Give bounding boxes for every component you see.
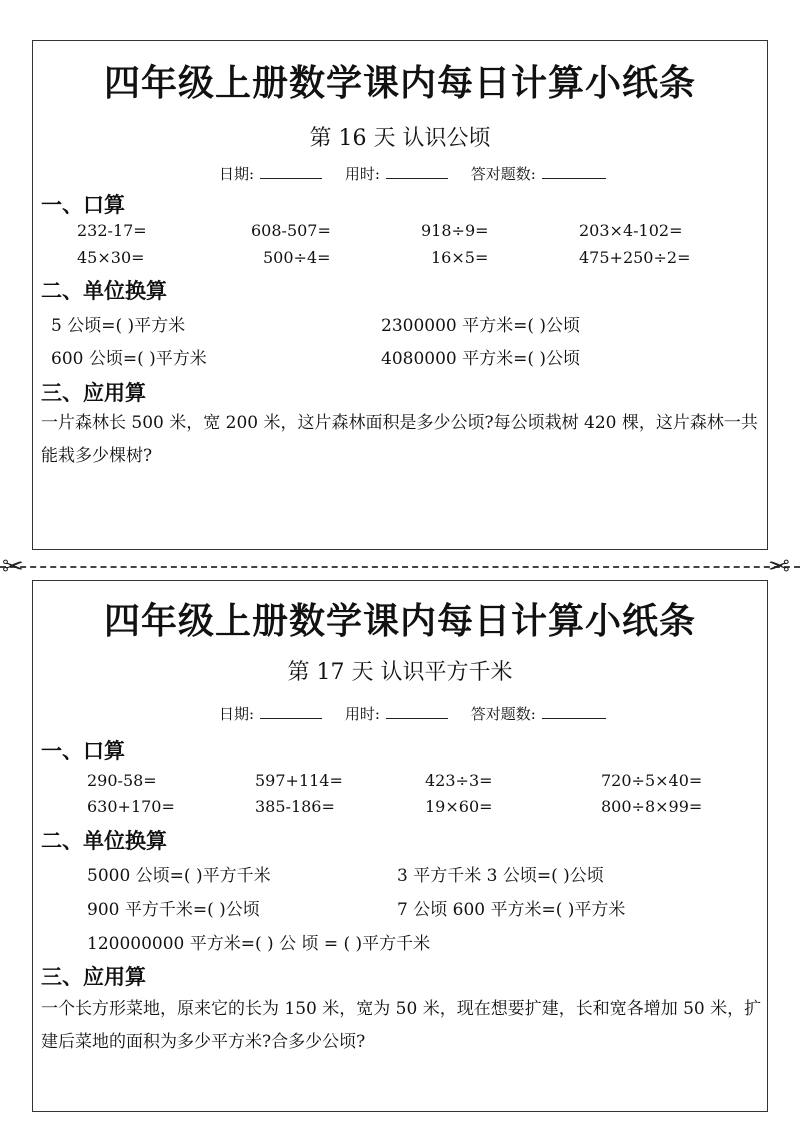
date-blank [260,164,322,179]
calc-item: 45×30= [77,248,145,267]
section-unit: 二、单位换算 [41,829,167,853]
conversion-item: 900 平方千米=( )公顷 [87,900,260,920]
word-problem: 一片森林长 500 米，宽 200 米，这片森林面积是多少公顷?每公顷栽树 420 棵，这片森林一共能栽多少棵树? [41,413,758,466]
calc-item: 475+250÷2= [579,248,691,267]
correct-blank [542,704,606,719]
calc-item: 608-507= [251,221,331,240]
section-oral: 一、口算 [41,193,125,217]
date-label: 日期: [219,705,255,723]
date-blank [260,704,322,719]
main-title: 四年级上册数学课内每日计算小纸条 [103,63,696,104]
day-title: 第 16 天 认识公顷 [309,126,491,151]
calc-item: 500÷4= [263,248,331,267]
correct-blank [542,164,606,179]
calc-item: 19×60= [425,797,493,816]
worksheet-day-16 [32,40,768,550]
calc-item: 232-17= [77,221,147,240]
conversion-item: 600 公顷=( )平方米 [51,349,207,369]
conversion-item: 5000 公顷=( )平方千米 [87,866,271,886]
correct-label: 答对题数: [470,165,536,183]
calc-item: 203×4-102= [579,221,683,240]
date-label: 日期: [219,165,255,183]
worksheet-day-17 [32,580,768,1112]
scissors-icon: ✂ [2,552,24,582]
time-label: 用时: [344,165,380,183]
calc-item: 800÷8×99= [601,797,703,816]
time-blank [386,164,448,179]
info-line [219,703,624,724]
section-applied: 三、应用算 [41,965,146,989]
conversion-item: 5 公顷=( )平方米 [51,316,186,336]
calc-item: 630+170= [87,797,175,816]
conversion-item: 7 公顷 600 平方米=( )平方米 [397,900,626,920]
section-applied: 三、应用算 [41,381,146,405]
time-blank [386,704,448,719]
calc-item: 385-186= [255,797,335,816]
conversion-item: 3 平方千米 3 公顷=( )公顷 [397,866,604,886]
section-oral: 一、口算 [41,739,125,763]
conversion-item: 2300000 平方米=( )公顷 [381,316,581,336]
calc-item: 597+114= [255,771,343,790]
cut-line [0,566,800,570]
calc-item: 423÷3= [425,771,493,790]
calc-item: 918÷9= [421,221,489,240]
conversion-item: 120000000 平方米=( ) 公 顷 = ( )平方千米 [87,934,431,954]
calc-item: 290-58= [87,771,157,790]
correct-label: 答对题数: [470,705,536,723]
info-line [219,163,624,184]
calc-item: 16×5= [431,248,489,267]
time-label: 用时: [344,705,380,723]
word-problem: 一个长方形菜地，原来它的长为 150 米，宽为 50 米，现在想要扩建，长和宽各增加 50 米，扩建后菜地的面积为多少平方米?合多少公顷? [41,999,762,1052]
section-unit: 二、单位换算 [41,279,167,303]
calc-item: 720÷5×40= [601,771,703,790]
scissors-icon: ✂ [768,552,790,582]
main-title: 四年级上册数学课内每日计算小纸条 [103,601,696,642]
conversion-item: 4080000 平方米=( )公顷 [381,349,581,369]
day-title: 第 17 天 认识平方千米 [287,660,513,685]
